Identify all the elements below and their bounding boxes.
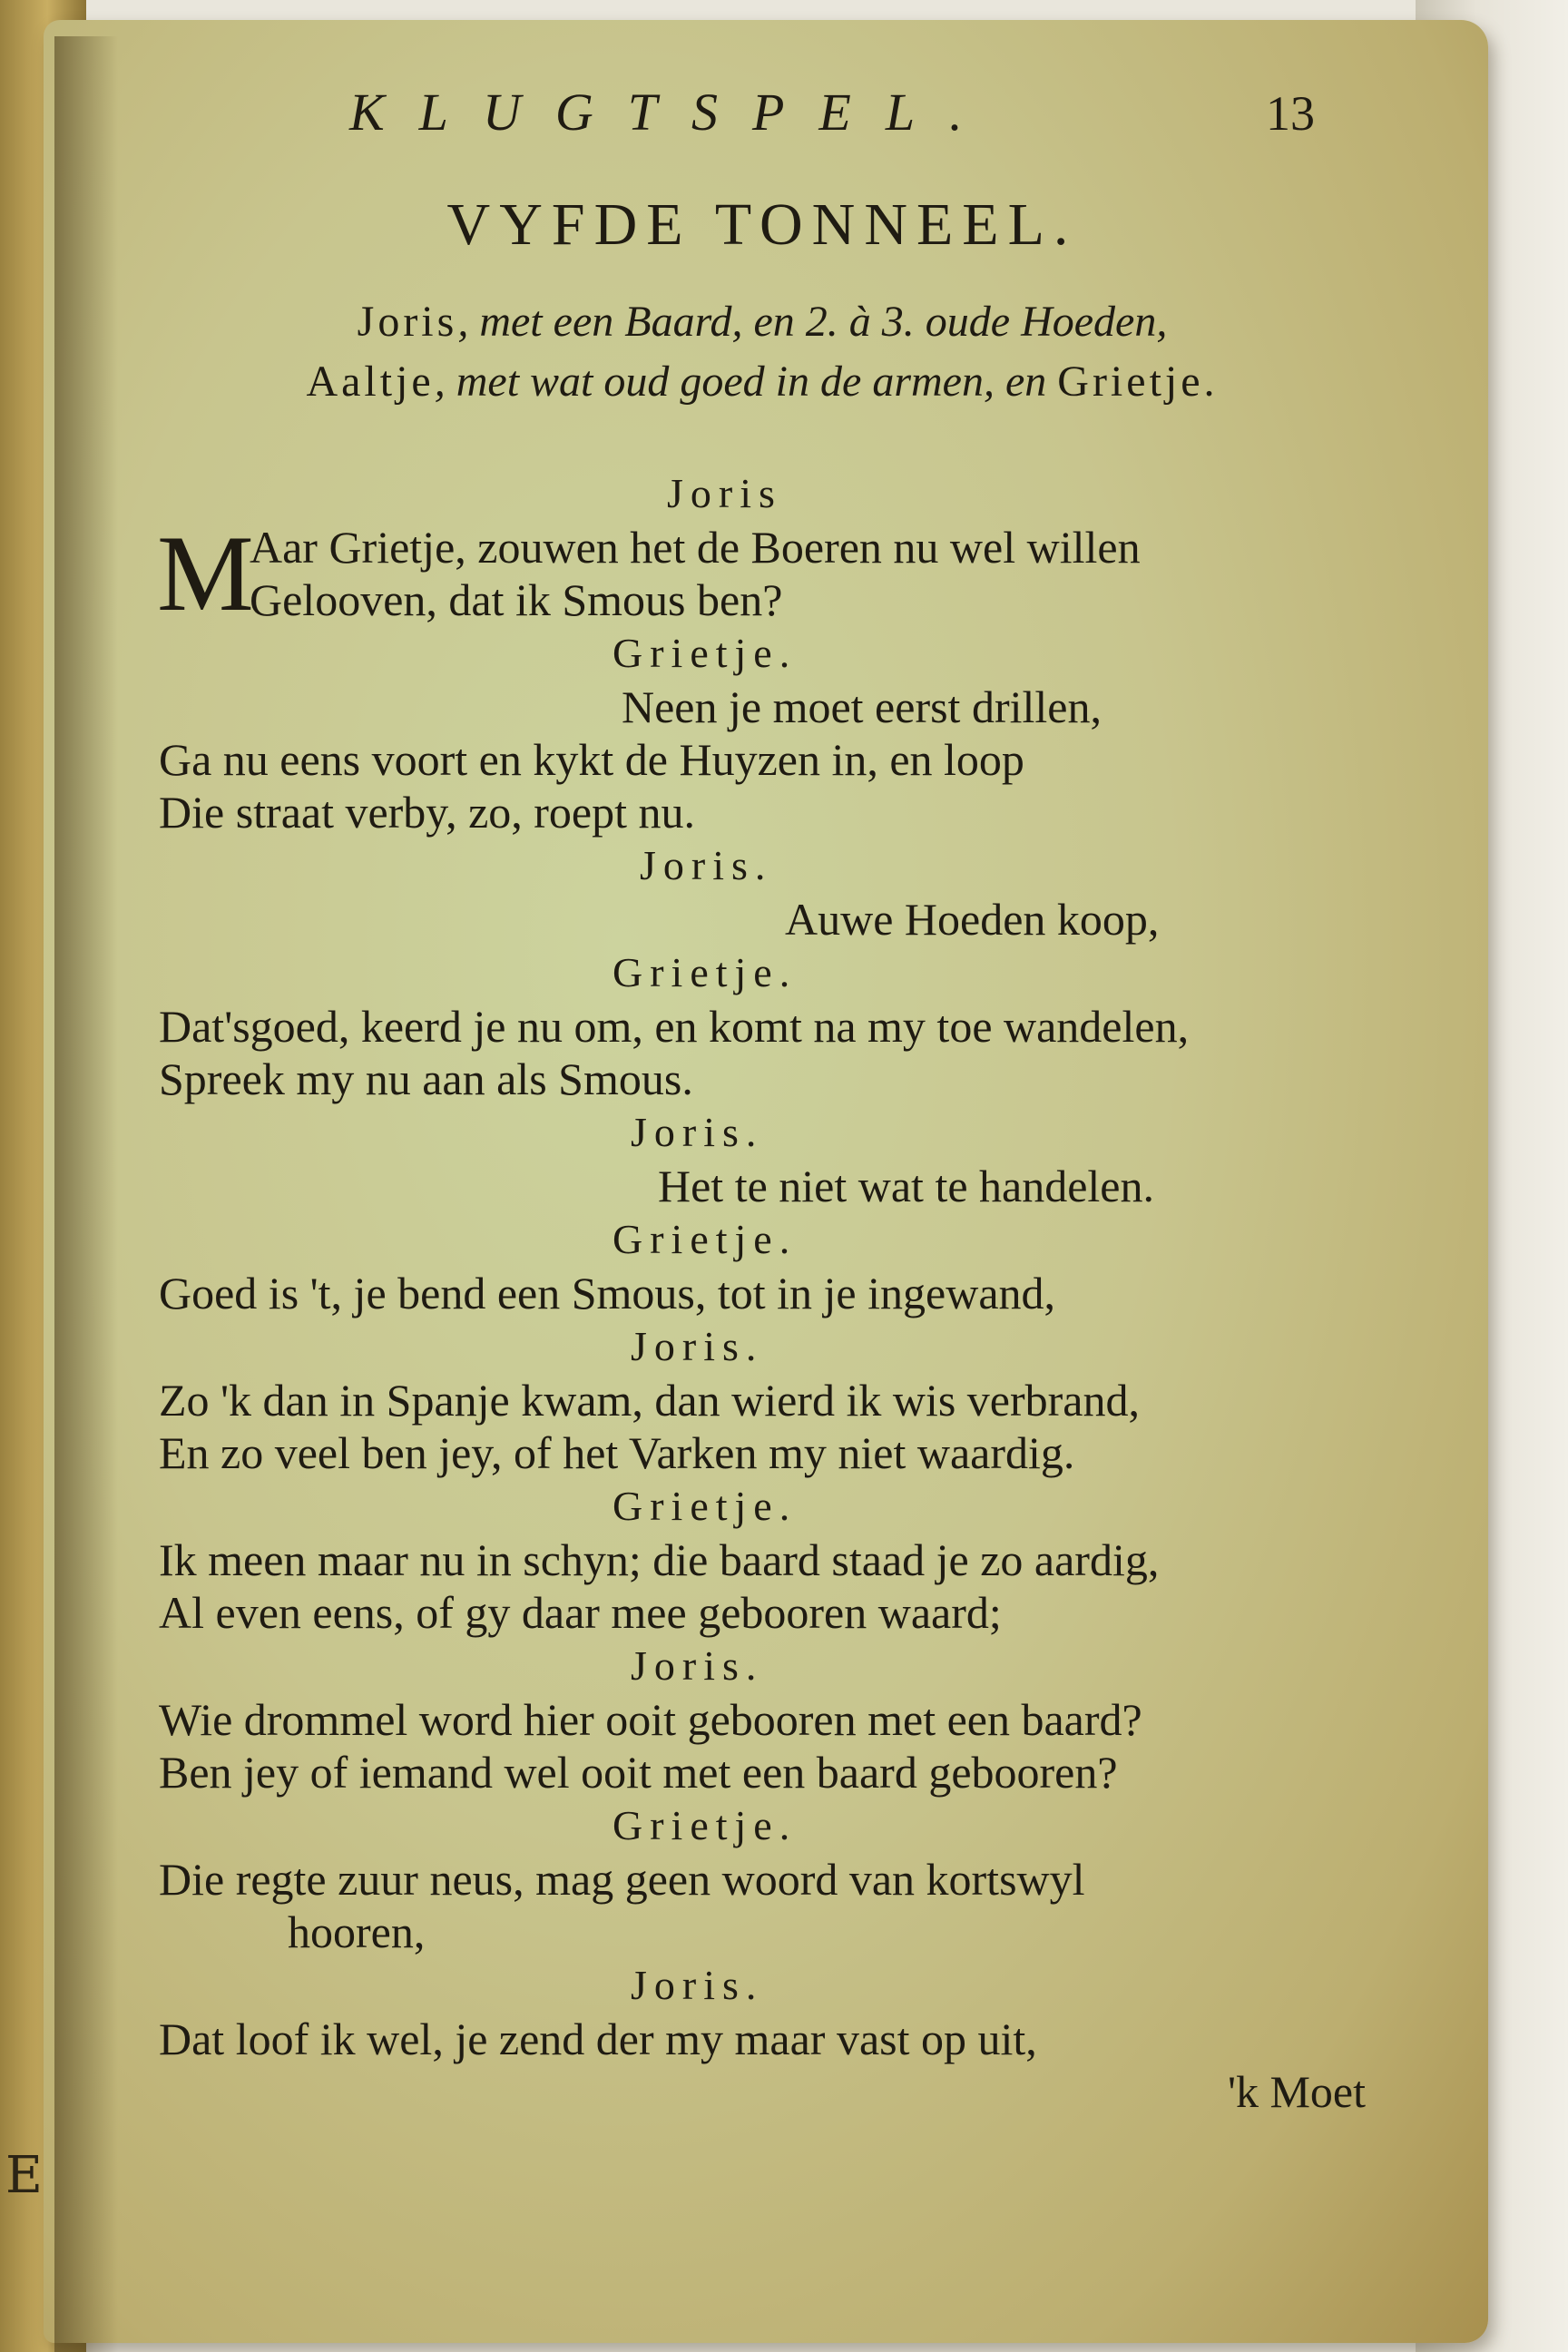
verse-line: Gelooven, dat ik Smous ben?	[250, 574, 783, 625]
verse-line: Het te niet wat te handelen.	[658, 1161, 1154, 1211]
cast-list	[159, 292, 1366, 412]
verse-line: Ga nu eens voort en kykt de Huyzen in, en loop	[159, 734, 1024, 785]
speaker-label: Joris.	[631, 1642, 764, 1689]
speaker-label: Joris.	[631, 1109, 764, 1155]
verse-line: Neen je moet eerst drillen,	[622, 681, 1102, 732]
speaker-label: Grietje.	[612, 1216, 798, 1262]
scene-title: VYFDE TONNEEL.	[446, 191, 1078, 258]
speaker-label: Joris.	[631, 1962, 764, 2008]
verse-line: Die straat verby, zo, roept nu.	[159, 787, 695, 838]
verse-line: Auwe Hoeden koop,	[785, 894, 1160, 945]
catchword: 'k Moet	[1227, 2066, 1366, 2117]
speaker-label: Joris.	[631, 1323, 764, 1369]
speaker-label: Grietje.	[612, 1483, 798, 1529]
verse-line: Zo 'k dan in Spanje kwam, dan wierd ik wis verbrand,	[159, 1375, 1140, 1426]
verse-line: Die regte zuur neus, mag geen woord van kortswyl	[159, 1854, 1085, 1905]
verse-line: Spreek my nu aan als Smous.	[159, 1054, 693, 1104]
page-header	[159, 73, 1366, 181]
running-title: KLUGTSPEL.	[349, 83, 997, 142]
cast-grietje: Grietje.	[1057, 358, 1219, 406]
cast-joris: Joris	[357, 298, 458, 346]
verse-line: Goed is 't, je bend een Smous, tot in je ingewand,	[159, 1268, 1056, 1318]
speaker-label: Joris.	[640, 842, 773, 888]
verse-line: hooren,	[288, 1906, 426, 1957]
facing-page-letter: E	[5, 2146, 43, 2205]
verse-line: Dat loof ik wel, je zend der my maar vast op uit,	[159, 2014, 1037, 2064]
verse-line: Aar Grietje, zouwen het de Boeren nu wel willen	[250, 522, 1141, 573]
page-gutter-shadow	[54, 36, 118, 2352]
cast-joris-desc: , met een Baard, en 2. à 3. oude Hoeden,	[457, 298, 1168, 346]
speaker-label: Grietje.	[612, 949, 798, 995]
page-number: 13	[1266, 86, 1315, 141]
verse-line: Ben jey of iemand wel ooit met een baard gebooren?	[159, 1747, 1118, 1798]
page-text	[159, 73, 1366, 2118]
speaker-label: Joris	[667, 470, 782, 516]
verse-line: Wie drommel word hier ooit gebooren met een baard?	[159, 1694, 1142, 1745]
cast-aaltje: Aaltje	[306, 358, 435, 406]
verse-line: Ik meen maar nu in schyn; die baard staad je zo aardig,	[159, 1534, 1160, 1585]
speaker-label: Grietje.	[612, 630, 798, 676]
verse-line: En zo veel ben jey, of het Varken my niet waardig.	[159, 1427, 1075, 1478]
speaker-label: Grietje.	[612, 1802, 798, 1848]
cast-aaltje-desc: , met wat oud goed in de armen, en	[434, 358, 1058, 406]
drop-cap: M	[157, 513, 254, 633]
verse-line: Al even eens, of gy daar mee gebooren waard;	[159, 1587, 1002, 1638]
verse-line: Dat'sgoed, keerd je nu om, en komt na my toe wandelen,	[159, 1001, 1190, 1052]
first-speech	[157, 513, 1366, 633]
